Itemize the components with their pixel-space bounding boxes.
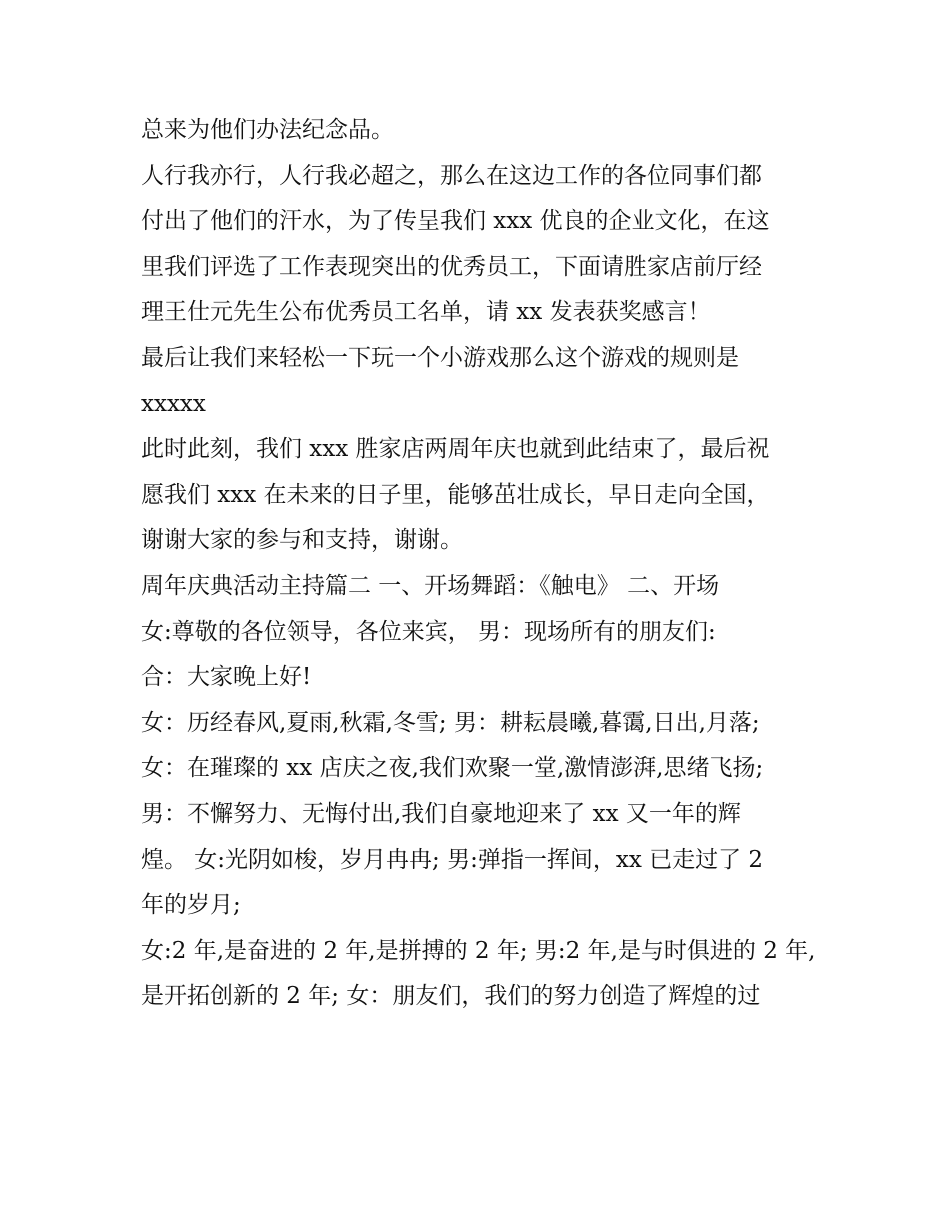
text-line: xxxxx: [141, 390, 206, 417]
text-line: 女:尊敬的各位领导，各位来宾， 男：现场所有的朋友们:: [141, 618, 716, 645]
text-line: 合：大家晚上好!: [141, 664, 312, 691]
text-line: 谢谢大家的参与和支持，谢谢。: [141, 527, 463, 554]
text-line: 是开拓创新的 2 年; 女：朋友们，我们的努力创造了辉煌的过: [141, 983, 761, 1010]
text-line: 女：历经春风,夏雨,秋霜,冬雪; 男：耕耘晨曦,暮霭,日出,月落;: [141, 709, 760, 736]
text-line: 煌。 女:光阴如梭，岁月冉冉; 男:弹指一挥间，xx 已走过了 2: [141, 846, 764, 873]
text-line: 付出了他们的汗水，为了传呈我们 xxx 优良的企业文化，在这: [141, 208, 770, 235]
body-text: [141, 108, 821, 1020]
text-line: 里我们评选了工作表现突出的优秀员工，下面请胜家店前厅经: [141, 253, 762, 280]
text-line: 此时此刻，我们 xxx 胜家店两周年庆也就到此结束了，最后祝: [141, 436, 770, 463]
text-line: 理王仕元先生公布优秀员工名单，请 xx 发表获奖感言！: [141, 299, 711, 326]
text-line: 愿我们 xxx 在未来的日子里，能够茁壮成长，早日走向全国，: [141, 481, 770, 508]
text-line: 女：在璀璨的 xx 店庆之夜,我们欢聚一堂,激情澎湃,思绪飞扬;: [141, 755, 764, 782]
text-line: 周年庆典活动主持篇二 一、开场舞蹈：《触电》 二、开场: [141, 572, 720, 599]
text-line: 人行我亦行，人行我必超之，那么在这边工作的各位同事们都: [141, 162, 762, 189]
text-line: 总来为他们办法纪念品。: [141, 117, 394, 143]
text-line: 年的岁月;: [141, 892, 241, 919]
text-line: 最后让我们来轻松一下玩一个小游戏那么这个游戏的规则是: [141, 344, 739, 371]
text-line: 女:2 年,是奋进的 2 年,是拼搏的 2 年; 男:2 年,是与时俱进的 2 年,: [141, 937, 816, 964]
text-line: 男：不懈努力、无悔付出,我们自豪地迎来了 xx 又一年的辉: [141, 800, 741, 827]
